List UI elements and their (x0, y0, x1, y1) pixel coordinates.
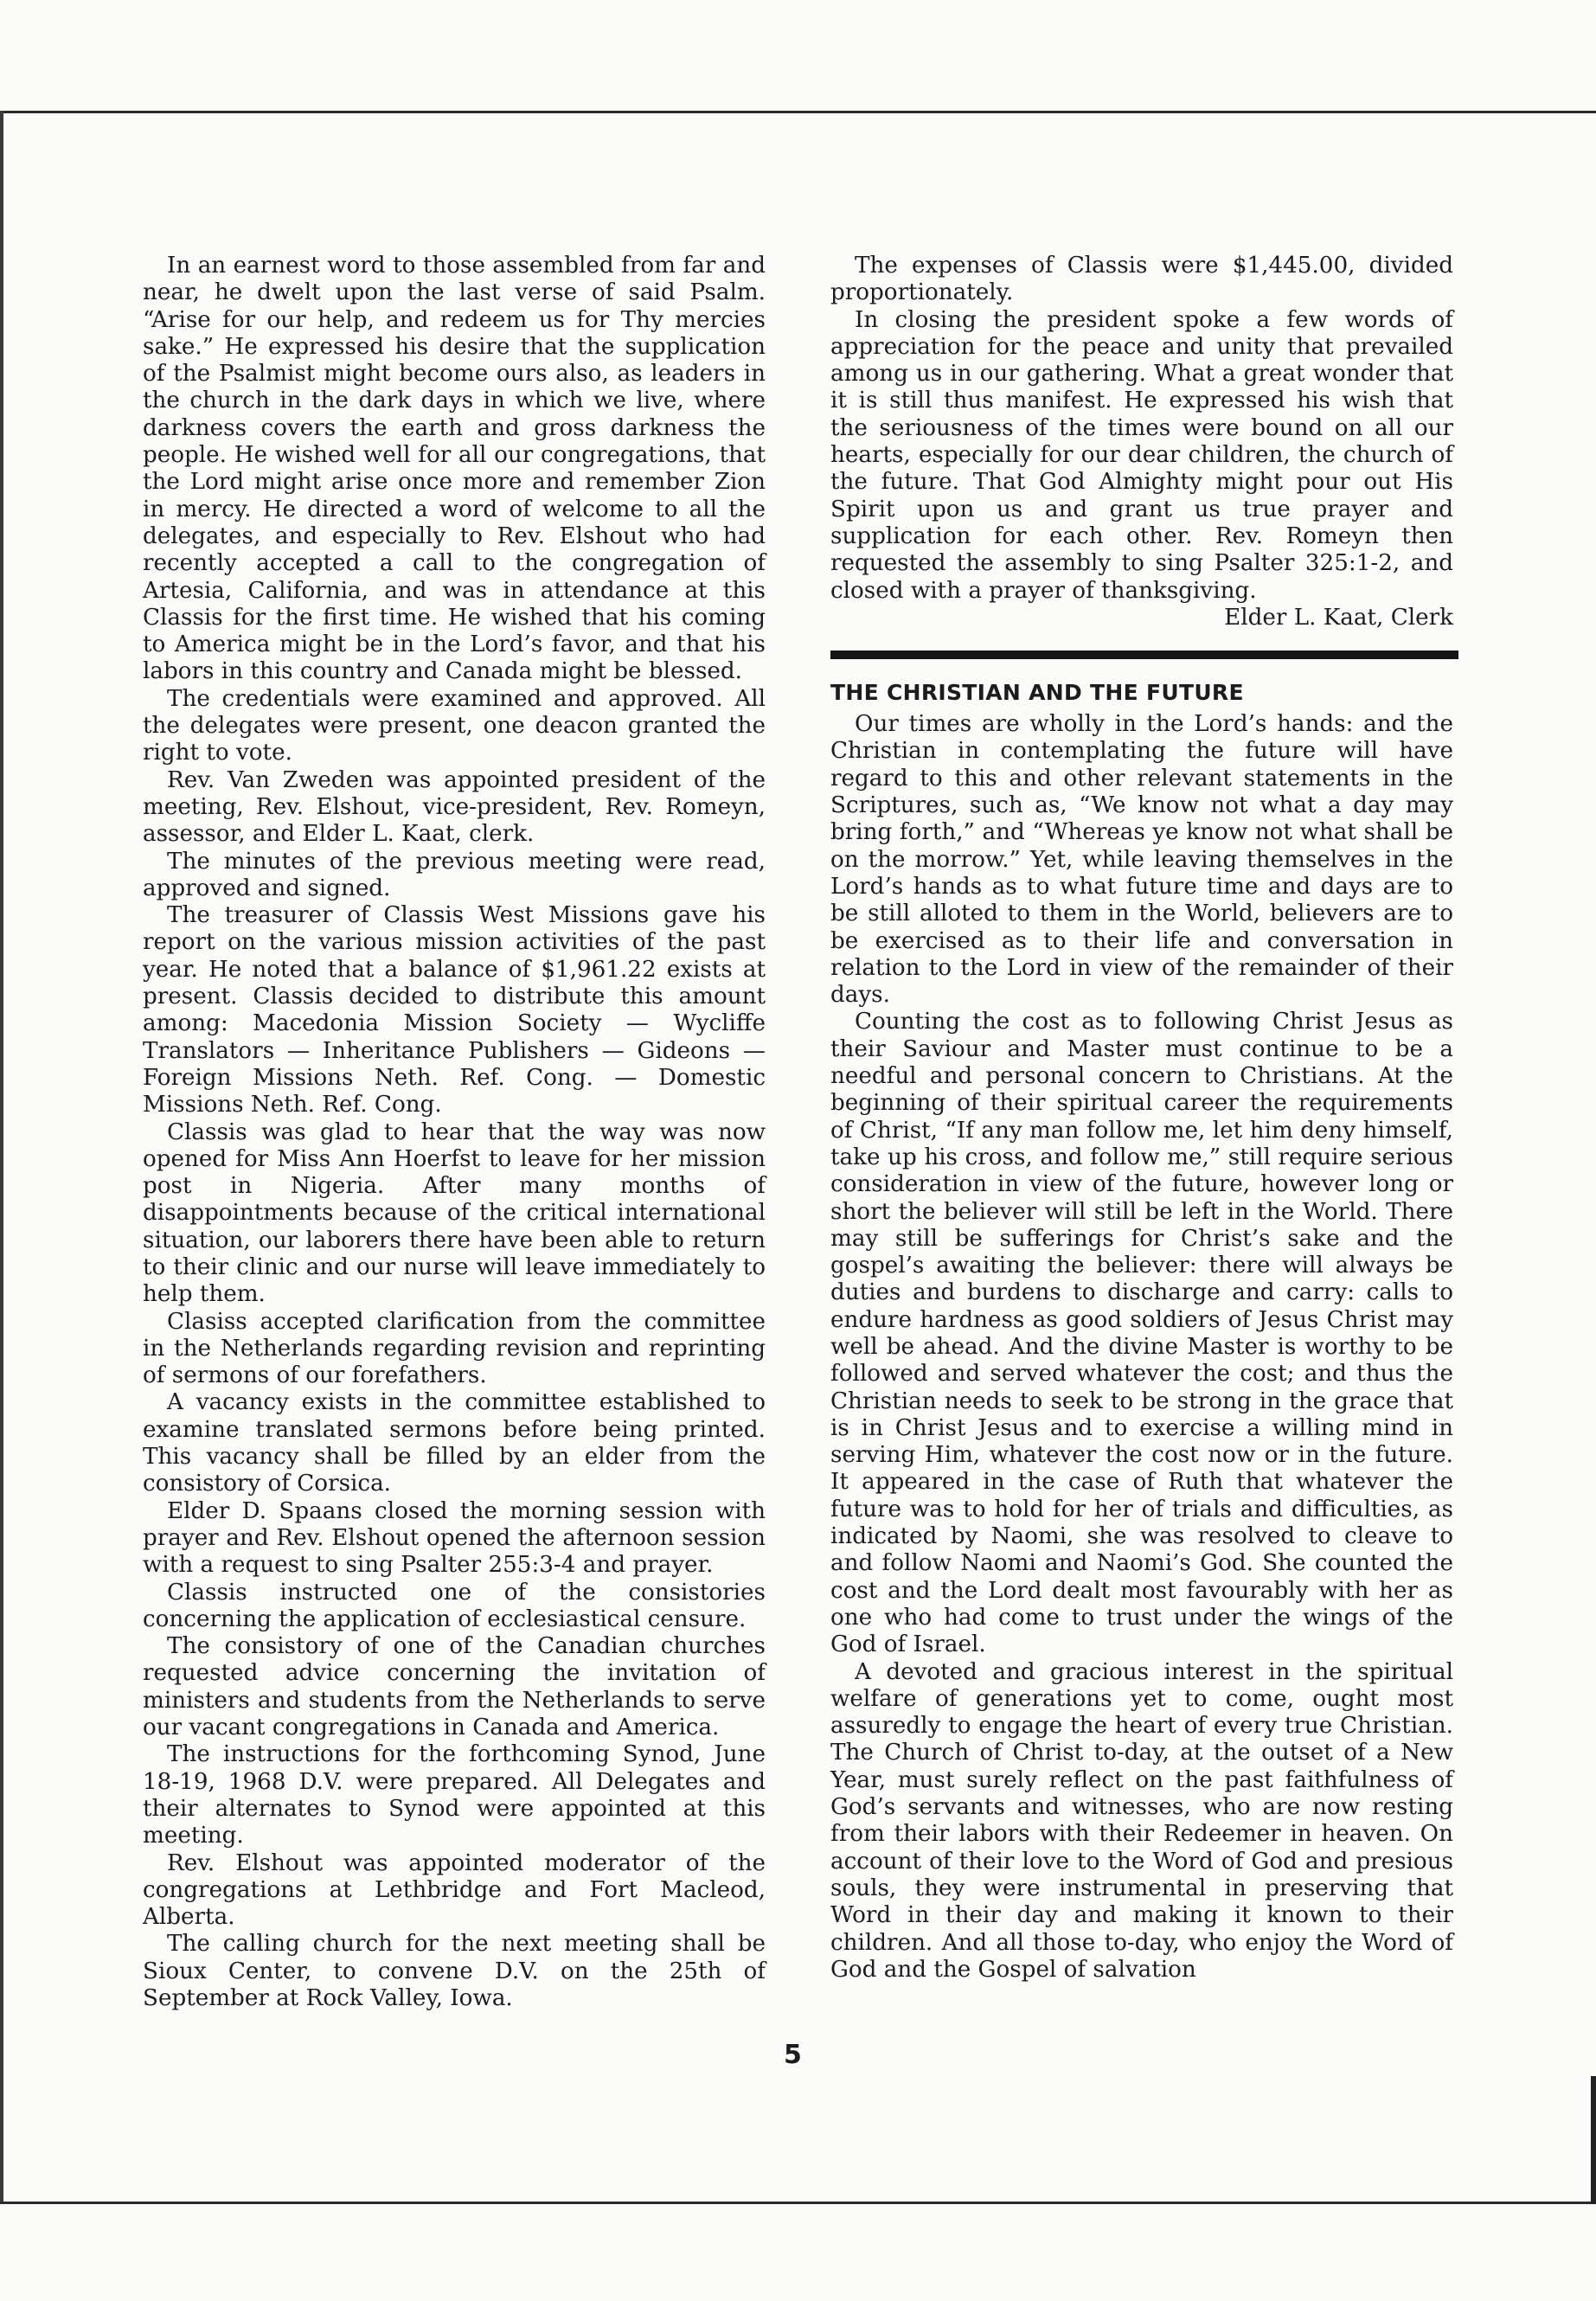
paragraph: Classis instructed one of the consistories concerning the application of ecclesiastical censure. (143, 1579, 766, 1632)
paragraph: A devoted and gracious interest in the spiritual welfare of generations yet to come, ought most assuredly to engage the heart of every true Christian. The Church of Christ to-day, at the outset of a New Year, must surely reflect on the past faithfulness of God’s servants and witnesses, who are now resting from their labors with their Redeemer in heaven. On account of their love to the Word of God and presious souls, they were instrumental in preserving that Word in their day and making it known to their children. And all those to-day, who enjoy the Word of God and the Gospel of salvation (830, 1658, 1453, 1983)
right-column (830, 253, 1453, 1984)
paragraph: The treasurer of Classis West Missions gave his report on the various mission activities of the past year. He noted that a balance of $1,961.22 exists at present. Classis decided to distribute this amount among: Macedonia Mission Society — Wycliffe Translators — Inheritance Publishers — Gideons — Foreign Missions Neth. Ref. Cong. — Domestic Missions Neth. Ref. Cong. (143, 902, 766, 1118)
paragraph: Counting the cost as to following Christ Jesus as their Saviour and Master must continue to be a needful and personal concern to Christians. At the beginning of their spiritual career the requirements of Christ, “If any man follow me, let him deny himself, take up his cross, and follow me,” still require serious consideration in view of the future, however long or short the believer will still be left in the World. There may still be sufferings for Christ’s sake and the gospel’s awaiting the believer: there will always be duties and burdens to discharge and carry: calls to endure hardness as good soldiers of Jesus Christ may well be ahead. And the divine Master is worthy to be followed and served whatever the cost; and thus the Christian needs to seek to be strong in the grace that is in Christ Jesus and to exercise a willing mind in serving Him, whatever the cost now or in the future. It appeared in the case of Ruth that whatever the future was to hold for her of trials and difficulties, as indicated by Naomi, she was resolved to cleave to and follow Naomi and Naomi’s God. She counted the cost and the Lord dealt most favourably with her as one who had come to trust under the wings of the God of Israel. (830, 1009, 1453, 1658)
paragraph: Classis was glad to hear that the way was now opened for Miss Ann Hoerfst to leave for her mission post in Nigeria. After many months of disappointments because of the critical international situation, our laborers there have been able to return to their clinic and our nurse will leave immediately to help them. (143, 1118, 766, 1308)
paragraph: The credentials were examined and approved. All the delegates were present, one deacon granted the right to vote. (143, 685, 766, 766)
paragraph: The calling church for the next meeting shall be Sioux Center, to convene D.V. on the 25th of September at Rock Valley, Iowa. (143, 1931, 766, 2011)
page-number: 5 (784, 2040, 802, 2070)
paragraph: In closing the president spoke a few words of appreciation for the peace and unity that prevailed among us in our gathering. What a great wonder that it is still thus manifest. He expressed his wish that the seriousness of the times were bound on all our hearts, especially for our dear children, the church of the future. That God Almighty might pour out His Spirit upon us and grant us true prayer and supplication for each other. Rev. Romeyn then requested the assembly to sing Psalter 325:1-2, and closed with a prayer of thanksgiving. (830, 306, 1453, 604)
page-border-bottom (0, 2202, 1596, 2204)
page-border-left (0, 111, 3, 2204)
paragraph: In an earnest word to those assembled from far and near, he dwelt upon the last verse of said Psalm. “Arise for our help, and redeem us for Thy mercies sake.” He expressed his desire that the supplication of the Psalmist might become ours also, as leaders in the church in the dark days in which we live, where darkness covers the earth and gross darkness the people. He wished well for all our congregations, that the Lord might arise once more and remember Zion in mercy. He directed a word of welcome to all the delegates, and especially to Rev. Elshout who had recently accepted a call to the congregation of Artesia, California, and was in attendance at this Classis for the first time. He wished that his coming to America might be in the Lord’s favor, and that his labors in this country and Canada might be blessed. (143, 253, 766, 685)
paragraph: Elder D. Spaans closed the morning session with prayer and Rev. Elshout opened the afternoon session with a request to sing Psalter 255:3-4 and prayer. (143, 1497, 766, 1579)
paragraph: The minutes of the previous meeting were read, approved and signed. (143, 848, 766, 901)
paragraph: Clasiss accepted clarification from the committee in the Netherlands regarding revision and reprinting of sermons of our forefathers. (143, 1308, 766, 1389)
left-column (143, 253, 766, 2012)
section-divider (830, 651, 1458, 659)
page-border-top (0, 111, 1596, 113)
page-border-right (1591, 2076, 1596, 2204)
paragraph: The consistory of one of the Canadian churches requested advice concerning the invitation of ministers and students from the Netherlands to serve our vacant congregations in Canada and America. (143, 1633, 766, 1741)
paragraph: Our times are wholly in the Lord’s hands: and the Christian in contemplating the future will have regard to this and other relevant statements in the Scriptures, such as, “We know not what a day may bring forth,” and “Whereas ye know not what shall be on the morrow.” Yet, while leaving themselves in the Lord’s hands as to what future time and days are to be still alloted to them in the World, believers are to be exercised as to their life and conversation in relation to the Lord in view of the remainder of their days. (830, 711, 1453, 1009)
paragraph: Rev. Van Zweden was appointed president of the meeting, Rev. Elshout, vice-president, Rev. Romeyn, assessor, and Elder L. Kaat, clerk. (143, 766, 766, 848)
clerk-signature: Elder L. Kaat, Clerk (1224, 604, 1453, 631)
paragraph: The instructions for the forthcoming Synod, June 18-19, 1968 D.V. were prepared. All Delegates and their alternates to Synod were appointed at this meeting. (143, 1741, 766, 1849)
paragraph: The expenses of Classis were $1,445.00, divided proportionately. (830, 253, 1453, 306)
paragraph: Rev. Elshout was appointed moderator of the congregations at Lethbridge and Fort Macleod, Alberta. (143, 1849, 766, 1931)
article-heading: THE CHRISTIAN AND THE FUTURE (830, 680, 1244, 706)
paragraph: A vacancy exists in the committee established to examine translated sermons before being printed. This vacancy shall be filled by an elder from the consistory of Corsica. (143, 1389, 766, 1497)
